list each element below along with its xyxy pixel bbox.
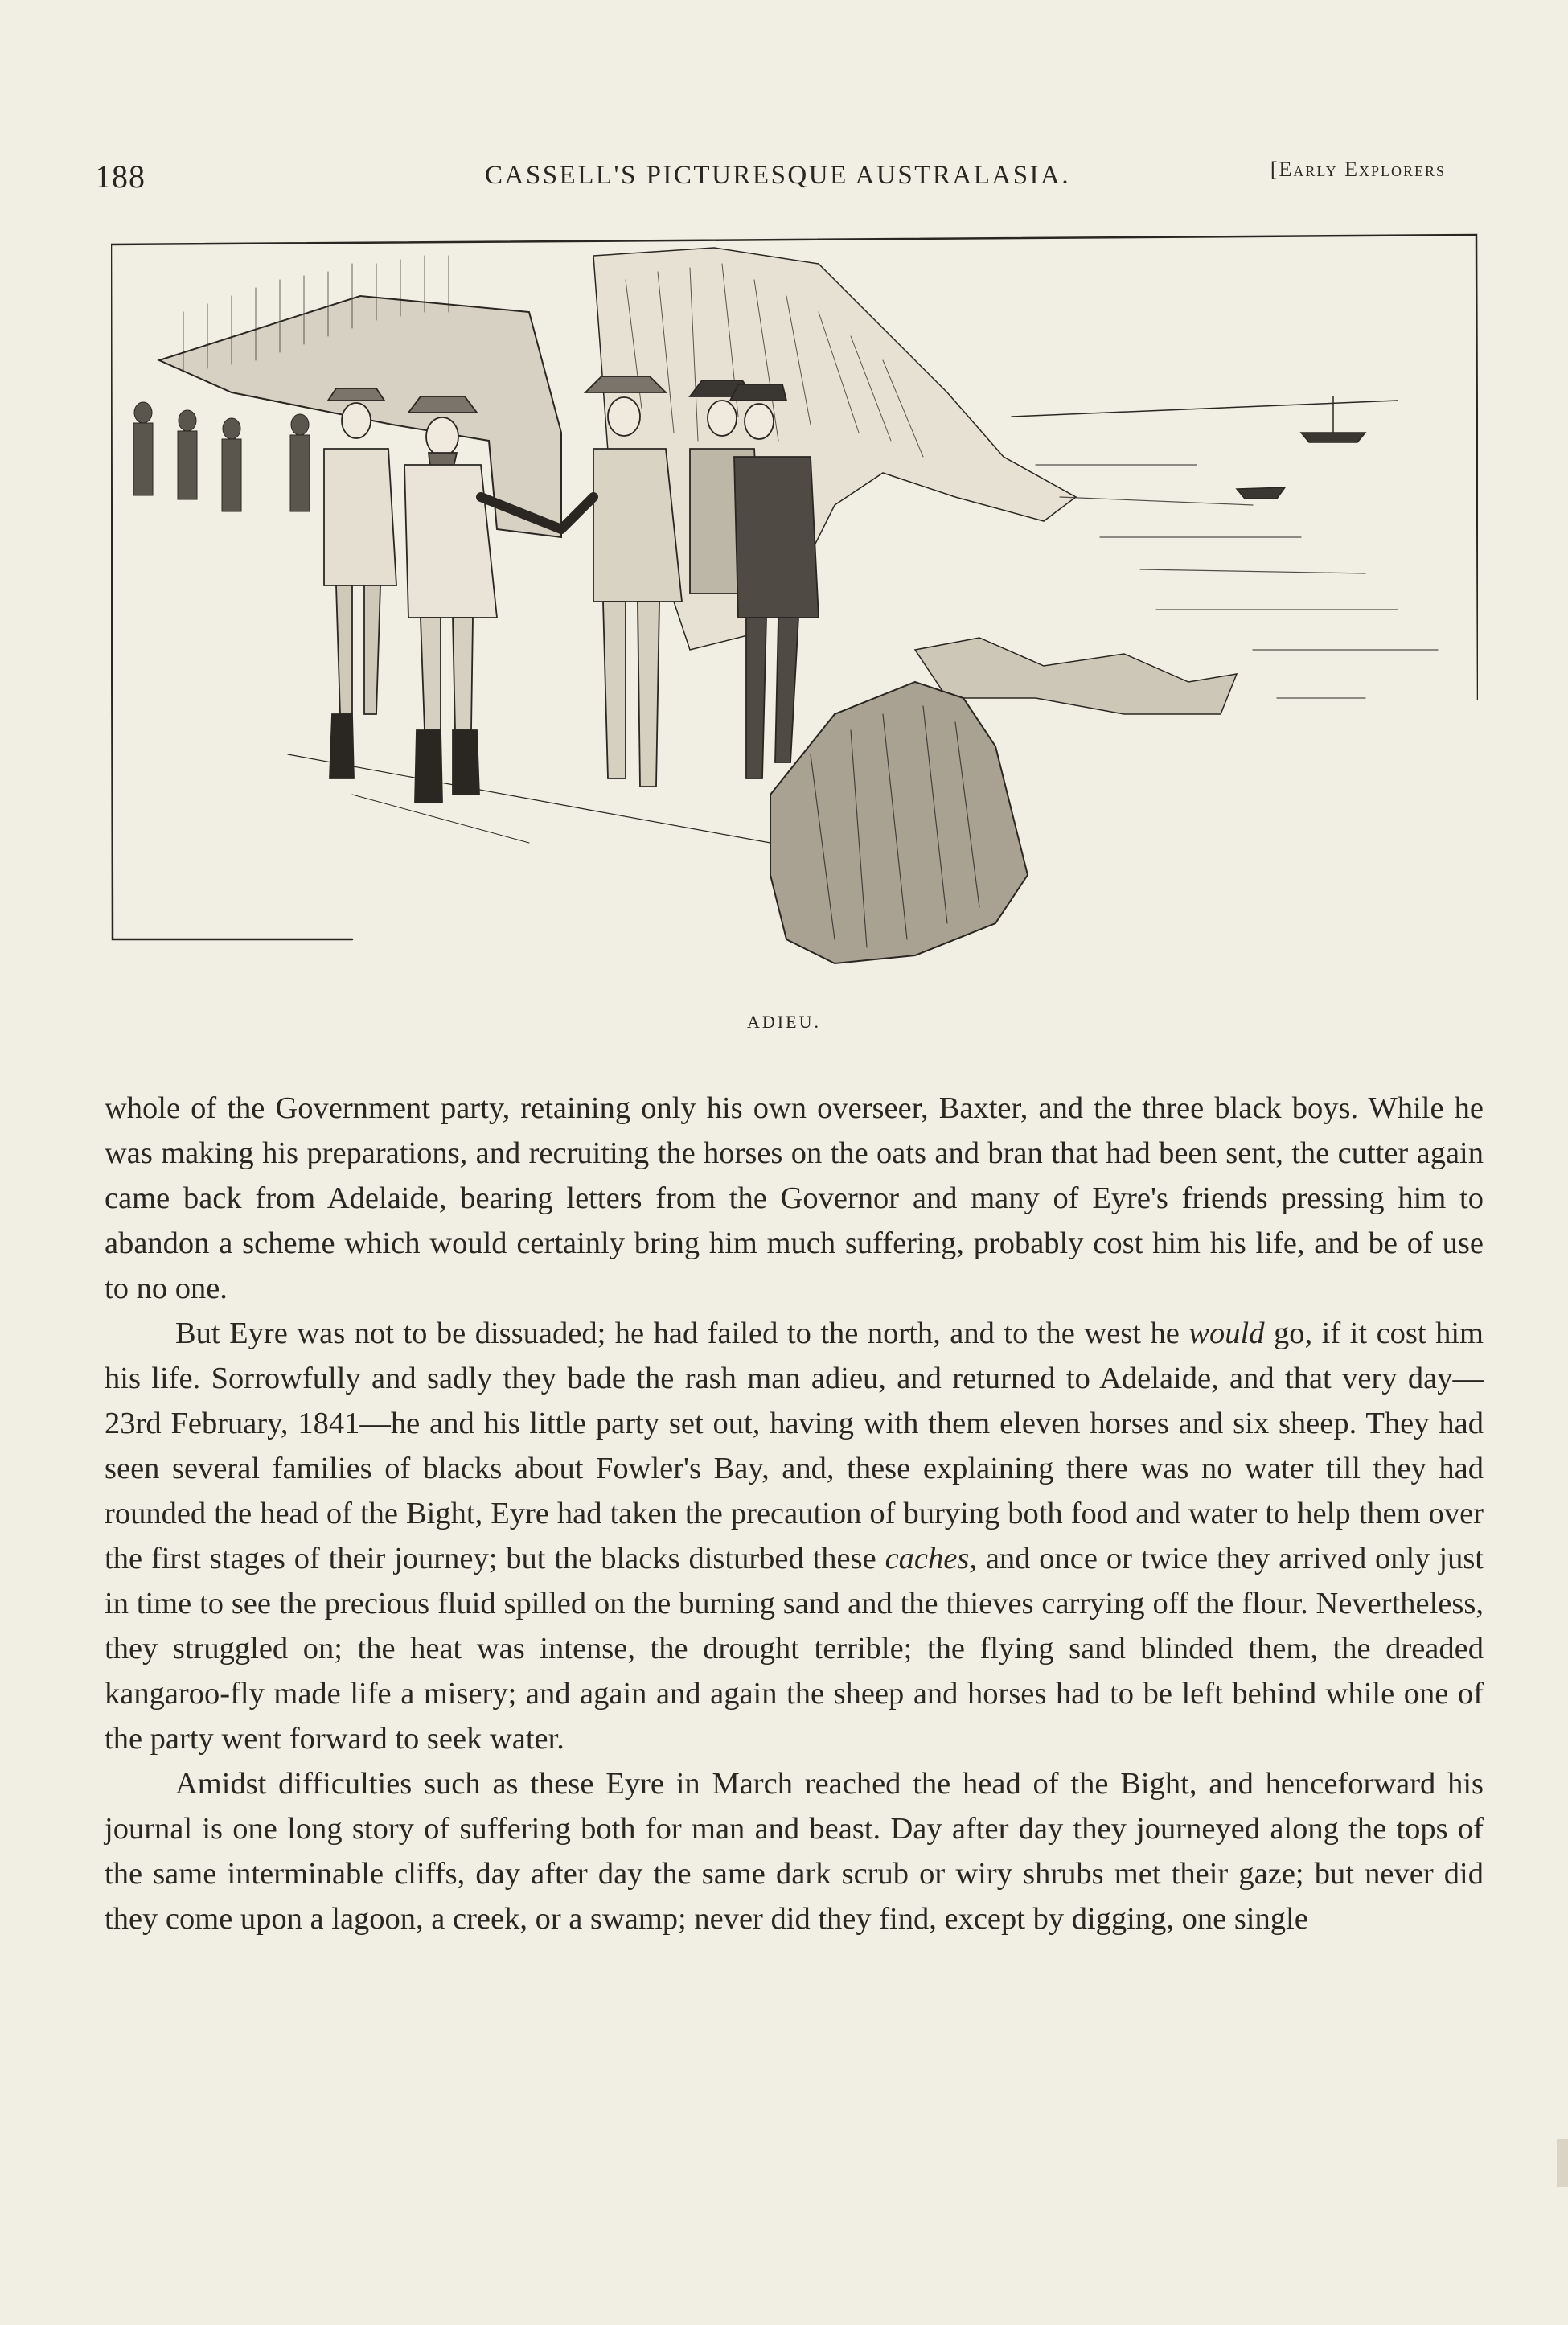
figure-explorer-left bbox=[324, 388, 396, 778]
page-number: 188 bbox=[95, 158, 146, 195]
paragraph-text: go, if it cost him his life. Sorrowfully and sadly they bade the rash man adieu, and returned to Adelaide, and that very day—23rd February, 1841—he and his little party set out, having with them eleven horses and six sheep. They had seen several families of blacks about Fowler's Bay, and, these explaining there was no water till they had rounded the head of the Bight, Eyre had taken the precaution of burying both food and water to help them over the first stages of their journey; but the blacks disturbed these bbox=[105, 1317, 1484, 1575]
paragraph-text: and once or twice they arrived only just in time to see the precious fluid spilled on the burning sand and the thieves carrying off the flour. Nevertheless, they struggled on; the heat was intense, the drought terrible; the flying sand blinded them, the dreaded kangaroo-fly made life a misery; and again and again the sheep and horses had to be left behind while one of the party went forward to seek water. bbox=[105, 1542, 1484, 1756]
paragraph: whole of the Government party, retaining only his own overseer, Baxter, and the three black boys. While he was making his preparations, and recruiting the horses on the oats and bran that had been sent, the cutter again came back from Adelaide, bearing letters from the Governor and many of Eyre's friends pressing him to abandon a scheme which would certainly bring him much suffering, probably cost him his life, and be of use to no one. bbox=[105, 1091, 1484, 1305]
paragraph: Amidst difficulties such as these Eyre in March reached the head of the Bight, and henceforward his journal is one long story of suffering both for man and beast. Day after day they journeyed along the tops of the same interminable cliffs, day after day the same dark scrub or wiry shrubs met their gaze; but never did they come upon a lagoon, a creek, or a swamp; never did they find, except by digging, one single bbox=[105, 1767, 1484, 1936]
page-edge-mark bbox=[1557, 2139, 1568, 2187]
section-label: [Early Explorers bbox=[1270, 158, 1446, 181]
running-header bbox=[95, 158, 1446, 198]
foreground-boulder bbox=[770, 682, 1028, 963]
engraving-drawing bbox=[111, 232, 1478, 997]
paragraph bbox=[105, 1311, 1484, 1761]
paragraph-text: But Eyre was not to be dissuaded; he had failed to the north, and to the west he bbox=[175, 1317, 1180, 1350]
engraving-illustration bbox=[111, 232, 1478, 997]
illustration-caption: ADIEU. bbox=[747, 1012, 821, 1032]
running-title: CASSELL'S PICTURESQUE AUSTRALASIA. bbox=[485, 161, 1071, 190]
boat bbox=[1301, 433, 1365, 442]
rowing-boat bbox=[1237, 487, 1285, 499]
emphasis-would: would bbox=[1188, 1317, 1265, 1350]
horizon bbox=[1012, 401, 1398, 417]
body-text bbox=[105, 1086, 1484, 1941]
ground bbox=[288, 754, 770, 843]
emphasis-caches: caches, bbox=[885, 1542, 977, 1575]
background-figures bbox=[133, 402, 310, 511]
